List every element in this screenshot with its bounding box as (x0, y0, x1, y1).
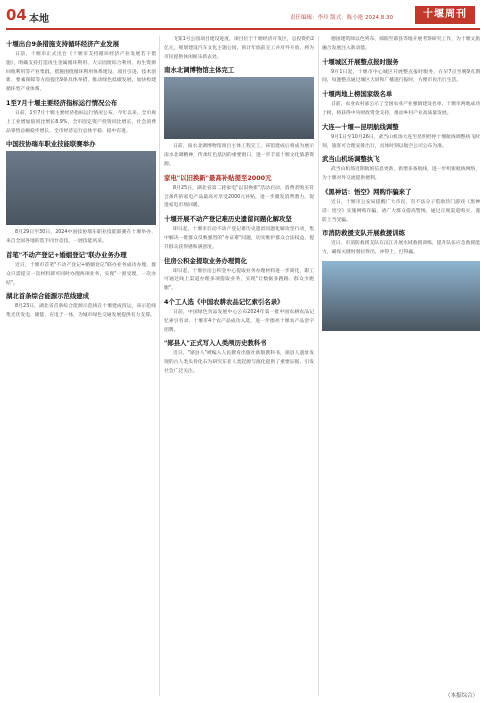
article-body: 日前，农业农村部公示了全国农业产业强镇建设名单，十堰市两地成功上榜，将获得中央财政资金支持，推动乡村产业高质量发展。 (322, 102, 480, 116)
article-body: 9月1日至10月26日，武当山机场大连至昆明经停十堰航线调整执飞时刻，旅客可合理安排出行，具体时刻以航空公司公布为准。 (322, 134, 480, 149)
article-body: 近日，"郧县人"被编入人民教育出版社新版教科书，郧县人遗址发现的古人类头骨化石为研究东亚人类起源与演化提供了重要证据，引发社会广泛关注。 (164, 351, 314, 374)
editors-line: 责任编辑：李玲 版式：陈小艳 2024.8.30 (290, 15, 393, 21)
article-body: 8月29日至30日，2024中国技协瑞车职业技能联赛在十堰举办，来自全国各地的选手同台竞技，一展技能风采。 (6, 230, 156, 245)
section-title: 本地 (29, 14, 49, 25)
article-body: 即日起，十堰住房公积金中心提取业务办理材料进一步简化，职工可通过线上渠道办理多项提取业务，实现"让数据多跑路、群众少跑腿"。 (164, 268, 314, 292)
article-headline: 南水北调博物馆主体完工 (164, 66, 235, 75)
article-body: 近日，市消防救援支队在汉江开展水域救援训练，提升队伍应急救援能力，确保关键时刻拉得出、冲得上、打得赢。 (322, 241, 480, 256)
source-note: （本报综合） (444, 693, 478, 699)
article-headline: 市消防救援支队开展救援训练 (322, 229, 406, 238)
article-headline: 武当山机场调整执飞 (322, 155, 380, 164)
article-body: 9月1日起，十堰市中心城区开展整点报时服务，在早7点至晚9点期间，每逢整点通过城区大屏和广播进行报时，方便市民出行生活。 (322, 69, 480, 84)
column-divider (318, 36, 319, 696)
article-body: 日前，南水北调博物馆项目主体工程完工，该馆建成后将成为展示南水北调精神、传承红色基因的重要窗口，进一步丰富十堰文化旅游资源。 (164, 144, 314, 167)
article-headline: 十堰城区开展整点报时服务 (322, 57, 399, 66)
article-headline: 4个工人选《中国农耕农品记忆索引名录》 (164, 297, 284, 306)
newspaper-logo: 十堰周刊 (415, 6, 475, 24)
article-headline: 十堰出台9条措施支持循环经济产业发展 (6, 40, 120, 48)
article-headline: 首笔"不动产登记+婚姻登记"联办业务办理 (6, 250, 127, 259)
article-body: 近日，十堰市首笔"不动产登记+婚姻登记"联办业务成功办理，群众只需提交一次材料即可同时办理两项业务，实现"一窗受理、一次办结"。 (6, 262, 156, 286)
column-divider (159, 36, 160, 696)
news-photo (6, 151, 156, 225)
article-body: 日前，十堰市正式出台《十堰市支持循环经济产业发展若干措施》，明确支持打造再生金属循环利用、大宗固废综合利用、再生资源回收利用等产业集群。措施围绕循环利用体系建设、项目引进、技术创新、要素保障等方面提出9条具体举措，推动绿色低碳发展，加快构建循环型产业体系。 (6, 52, 156, 93)
article-headline: 1至7月十堰主要经济指标运行情况公布 (6, 98, 118, 107)
article-body: 德国建筑师以色列布，郧阳至郧县等地开展考察研究工作，为十堰文旅融合发展注入新动能。 (322, 37, 480, 51)
article-body: 飞桨1号公园项目建设进度，项目位于十堰经济开发区，总投资约2亿元，规划建设汽车文化主题公园，预计年底前完工并对外开放，将为市民提供休闲娱乐新去处。 (164, 37, 314, 60)
news-photo (322, 261, 480, 331)
column-2 (164, 36, 314, 377)
article-headline: 家电"以旧换新"最高补贴提至2000元 (164, 173, 272, 182)
article-headline: 住房公积金提取业务办理简化 (164, 256, 248, 265)
column-1 (6, 36, 156, 321)
article-headline: 中国技协瑞车职业技能联赛举办 (6, 140, 96, 149)
article-body: 8月23日，湖北省首条综合能源示范线在十堰建成投运，该示范线集光伏发电、储能、充电于一体，为城市绿色交通发展提供有力支撑。 (6, 304, 156, 319)
article-headline: 《黑神话：悟空》网购诈骗来了 (322, 187, 412, 196)
header-rule (6, 28, 480, 30)
article-headline: 十堰开展不动产登记难历史遗留问题化解攻坚 (164, 215, 292, 224)
article-body: 日前，中国绿色食品发展中心公布2024年第一批中国农耕农品记忆索引名录，十堰市4个农产品成功入选，进一步擦亮十堰农产品金字招牌。 (164, 309, 314, 333)
page-number: 04 (6, 6, 27, 24)
article-body: 8月25日，湖北省第二轮家电"以旧换新"活动启动，消费者购买符合条件的家电产品最高可享受2000元补贴，进一步激发消费潜力，促进家电市场回暖。 (164, 185, 314, 209)
article-body: 武当山机场近期航班信息更新，新增多条航线，进一步织密航线网络，为十堰对外交流提供便利。 (322, 167, 480, 182)
article-headline: 湖北首条综合能源示范线建成 (6, 292, 90, 301)
article-headline: "郧县人"正式写入人类颅历史教科书 (164, 339, 267, 348)
article-headline: 大连—十堰—昆明航线调整 (322, 122, 399, 131)
article-headline: 十堰两地上榜国家级名单 (322, 90, 393, 99)
column-3 (322, 36, 480, 335)
news-photo (164, 77, 314, 139)
page-header (0, 0, 486, 34)
article-body: 即日起，十堰市启动不动产登记难历史遗留问题化解攻坚行动，集中解决一批群众反映强烈的"办证难"问题，切实维护群众合法权益，提升群众获得感和满意度。 (164, 227, 314, 250)
article-body: 日前，1至7月十堰主要经济指标运行情况公布。今年以来，全市规上工业增加值同比增长8.9%，全市固定资产投资同比增长，社会消费品零售总额稳步增长，全市经济运行总体平稳、稳中有进。 (6, 110, 156, 134)
article-body: 近日，十堰市公安局提醒广大市民，有不法分子借助热门游戏《黑神话：悟空》实施网购诈骗，请广大群众提高警惕，通过正规渠道购买，谨防上当受骗。 (322, 199, 480, 223)
